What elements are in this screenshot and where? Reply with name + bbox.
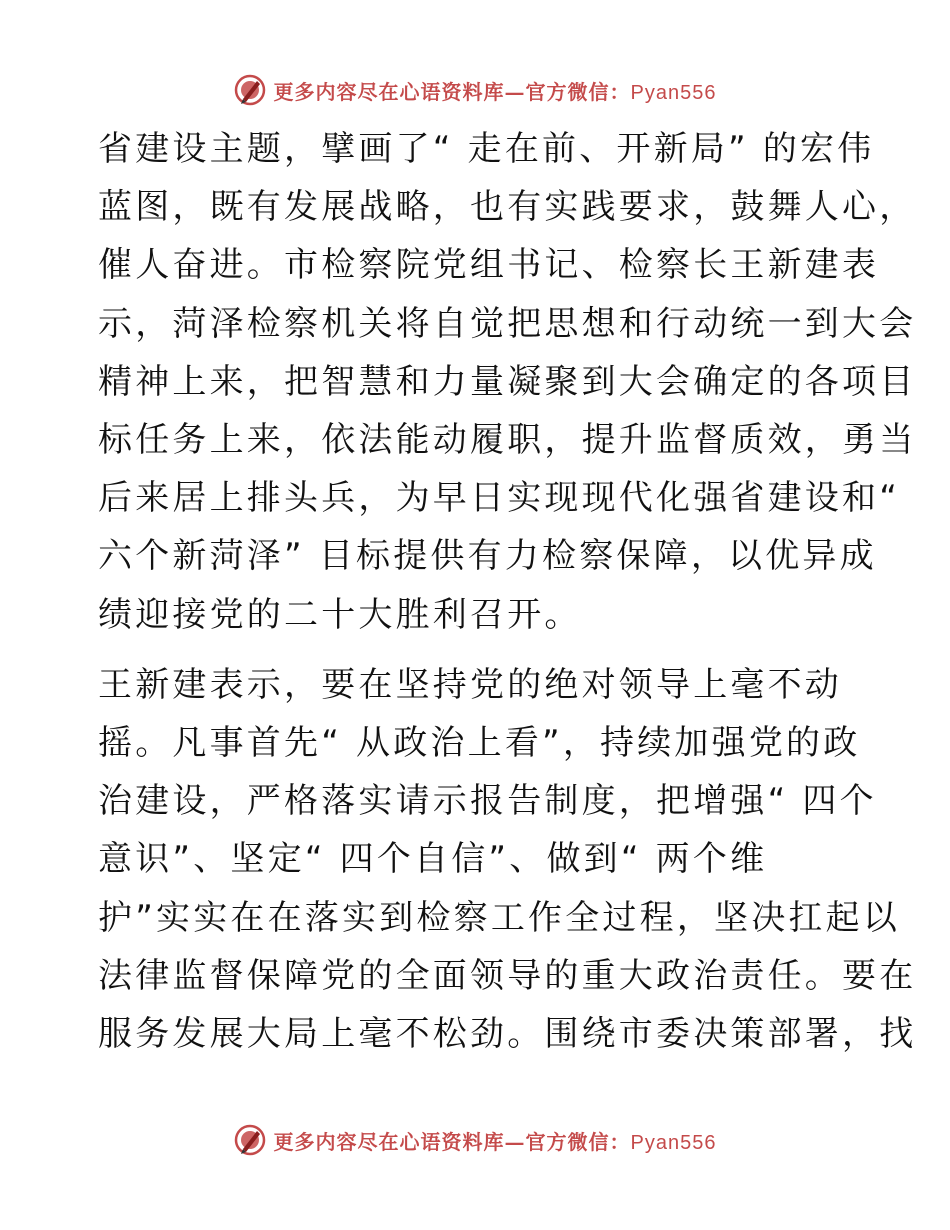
watermark-id: Pyan556 [630,81,717,104]
text-line: 示，菏泽检察机关将自觉把思想和行动统一到大会 [98,303,917,344]
text-line: 蓝图，既有发展战略，也有实践要求，鼓舞人心， [98,187,917,228]
paragraph-1 [98,120,917,644]
header-watermark [0,70,950,110]
text-line: 精神上来，把智慧和力量凝聚到大会确定的各项目 [98,361,917,402]
text-line: 标任务上来，依法能动履职，提升监督质效，勇当 [98,420,917,461]
text-line: 治建设，严格落实请示报告制度，把增强“ 四个 [98,781,877,822]
watermark-text: 更多内容尽在心语资料库—官方微信：Pyan556 [273,1129,717,1154]
text-line: 摇。凡事首先“ 从政治上看”，持续加强党的政 [98,723,861,764]
text-line: 后来居上排头兵，为早日实现现代化强省建设和“ [98,478,901,519]
text-line: 意识”、坚定“ 四个自信”、做到“ 两个维 [98,839,768,880]
text-line: 催人奋进。市检察院党组书记、检察长王新建表 [98,245,880,286]
footer-watermark [0,1120,950,1160]
text-line: 绩迎接党的二十大胜利召开。 [98,594,582,635]
text-line: 服务发展大局上毫不松劲。围绕市委决策部署，找 [98,1014,917,1055]
text-line: 六个新菏泽” 目标提供有力检察保障，以优异成 [98,536,877,577]
pen-logo-icon [234,74,266,106]
text-line: 护”实实在在落实到检察工作全过程，坚决扛起以 [98,897,901,938]
text-line: 法律监督保障党的全面领导的重大政治责任。要在 [98,955,917,996]
paragraph-2 [98,656,917,1063]
watermark-id: Pyan556 [630,1131,717,1154]
text-line: 省建设主题，擘画了“ 走在前、开新局” 的宏伟 [98,129,875,169]
text-line: 王新建表示，要在坚持党的绝对领导上毫不动 [98,664,842,705]
pen-logo-icon [234,1124,266,1156]
document-body [98,120,917,1063]
watermark-text: 更多内容尽在心语资料库—官方微信：Pyan556 [273,79,717,104]
